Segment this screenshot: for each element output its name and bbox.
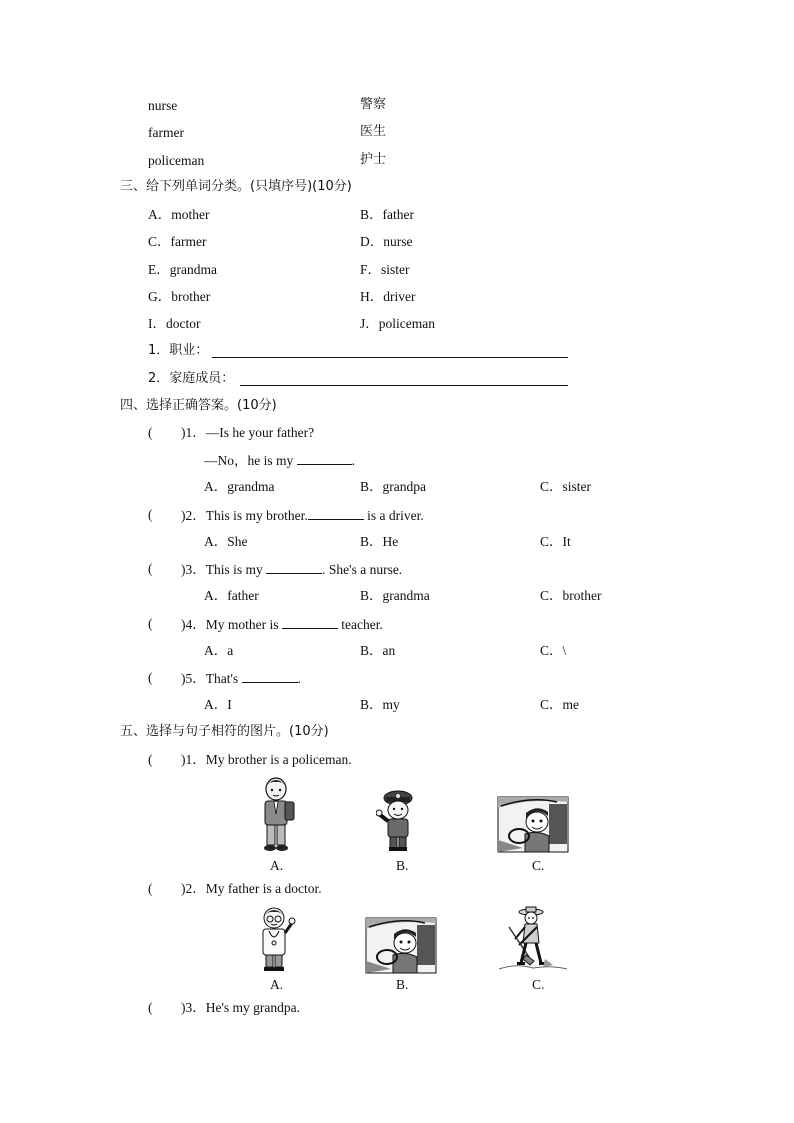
q5-1-paren: ( — [148, 752, 153, 767]
s3-option-c: C．farmer — [148, 234, 207, 249]
section-5-header: 五、选择与句子相符的图片。(10分) — [120, 724, 329, 739]
match-word-2: farmer — [148, 125, 184, 140]
q4-2-stem: )2．This is my brother. is a driver. — [181, 508, 424, 523]
q4-4-option-c: C．\ — [540, 643, 567, 658]
section-3-header: 三、给下列单词分类。(只填序号)(10分) — [120, 179, 352, 194]
q4-2-option-b: B．He — [360, 534, 399, 549]
q5-1-label-c: C. — [532, 858, 545, 873]
section-4-header: 四、选择正确答案。(10分) — [120, 398, 277, 413]
q4-5-stem: )5．That's . — [181, 671, 301, 686]
s3-option-j: J．policeman — [360, 316, 435, 331]
q4-4-option-a: A．a — [204, 643, 234, 658]
driver-picture-2[interactable] — [365, 917, 437, 974]
q5-1-label-a: A. — [270, 858, 284, 873]
q5-1-stem: )1．My brother is a policeman. — [181, 752, 352, 767]
q4-4-paren: ( — [148, 616, 153, 631]
s3-option-f: F．sister — [360, 262, 410, 277]
s3-option-i: I．doctor — [148, 316, 201, 331]
q4-3-option-c: C．brother — [540, 588, 602, 603]
s3-option-a: A．mother — [148, 207, 210, 222]
q4-5-blank[interactable] — [242, 670, 298, 683]
q4-4-stem: )4．My mother is teacher. — [181, 617, 383, 632]
q5-3-stem: )3．He's my grandpa. — [181, 1000, 301, 1015]
q4-3-stem: )3．This is my . She's a nurse. — [181, 562, 403, 577]
q4-3-option-a: A．father — [204, 588, 259, 603]
q4-2-blank[interactable] — [308, 507, 364, 520]
q5-3-paren: ( — [148, 1000, 153, 1015]
match-meaning-2: 医生 — [360, 124, 387, 139]
q4-4-blank[interactable] — [282, 616, 338, 629]
driver-picture[interactable] — [497, 796, 569, 853]
match-word-1: nurse — [148, 98, 178, 113]
q4-1-option-b: B．grandpa — [360, 479, 426, 494]
s3-category-family: 2．家庭成员： — [148, 371, 235, 386]
occupation-answer-line[interactable] — [212, 357, 568, 358]
q5-2-paren: ( — [148, 881, 153, 896]
match-word-3: policeman — [148, 153, 205, 168]
q5-2-label-a: A. — [270, 977, 284, 992]
policeman-picture[interactable] — [376, 788, 420, 852]
q4-3-paren: ( — [148, 561, 153, 576]
q4-5-option-c: C．me — [540, 697, 579, 712]
q5-2-label-c: C. — [532, 977, 545, 992]
q4-1-stem: )1．—Is he your father? — [181, 425, 315, 440]
farmer-picture[interactable] — [497, 905, 569, 973]
s3-option-h: H．driver — [360, 289, 416, 304]
q4-2-option-c: C．It — [540, 534, 571, 549]
q4-1-line2: —No，he is my . — [204, 453, 355, 468]
q4-5-option-b: B．my — [360, 697, 400, 712]
s3-category-occupation: 1．职业： — [148, 343, 209, 358]
q5-2-stem: )2．My father is a doctor. — [181, 881, 322, 896]
q4-4-option-b: B．an — [360, 643, 396, 658]
q4-3-option-b: B．grandma — [360, 588, 430, 603]
q4-1-option-c: C．sister — [540, 479, 592, 494]
s3-option-g: G．brother — [148, 289, 211, 304]
q4-2-option-a: A．She — [204, 534, 248, 549]
q5-1-label-b: B. — [396, 858, 409, 873]
q4-1-paren: ( — [148, 425, 153, 440]
match-meaning-3: 护士 — [360, 152, 387, 167]
schoolboy-picture[interactable] — [252, 774, 300, 854]
s3-option-d: D．nurse — [360, 234, 413, 249]
s3-option-b: B．father — [360, 207, 414, 222]
q4-1-blank[interactable] — [297, 452, 352, 465]
q4-5-option-a: A．I — [204, 697, 232, 712]
s3-option-e: E．grandma — [148, 262, 217, 277]
q4-1-option-a: A．grandma — [204, 479, 275, 494]
q4-2-paren: ( — [148, 507, 153, 522]
q4-5-paren: ( — [148, 670, 153, 685]
match-meaning-1: 警察 — [360, 97, 387, 112]
doctor-picture[interactable] — [256, 905, 296, 973]
q5-2-label-b: B. — [396, 977, 409, 992]
q4-3-blank[interactable] — [266, 561, 322, 574]
family-answer-line[interactable] — [240, 385, 568, 386]
